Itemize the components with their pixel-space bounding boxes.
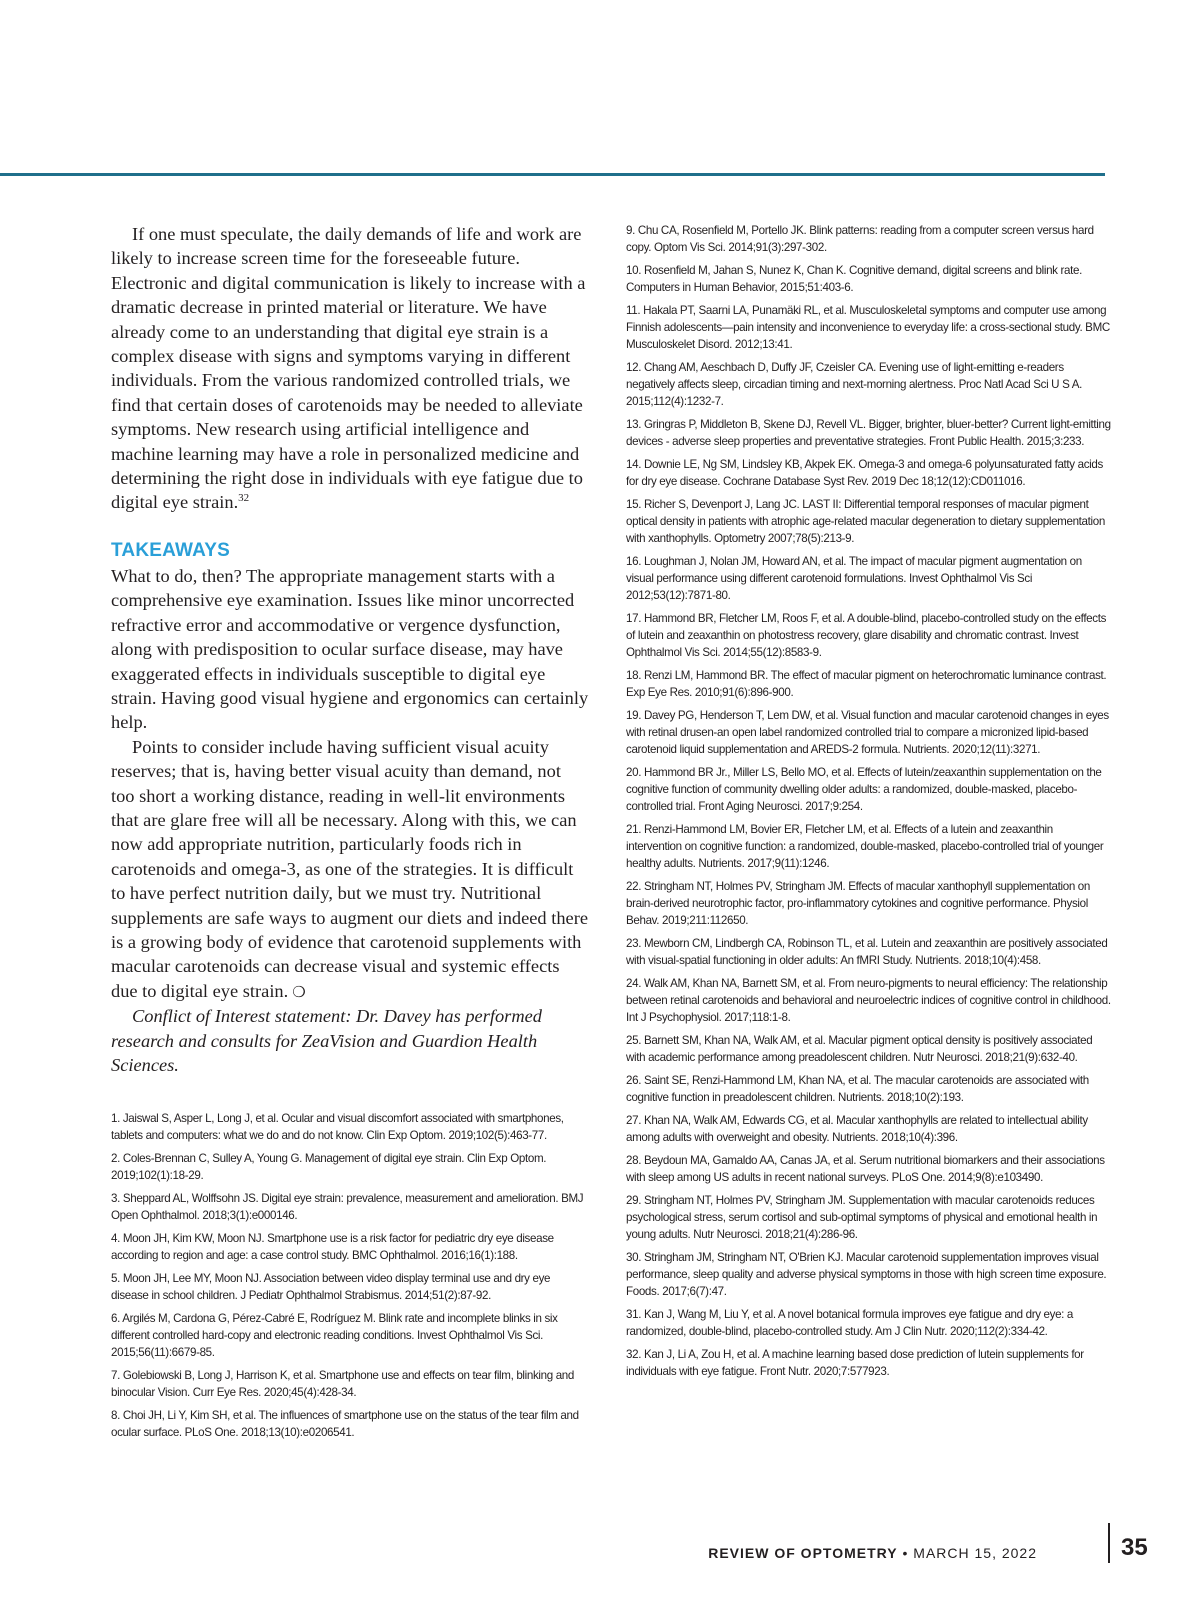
reference-item: 5. Moon JH, Lee MY, Moon NJ. Association between video display terminal use and dry eye disease in school children. J Pediatr Ophthalmol Strabismus. 2014;51(2):87-92. [111,1272,551,1303]
reference-item: 8. Choi JH, Li Y, Kim SH, et al. The influences of smartphone use on the status of the tear film and ocular surface. PLoS One. 2018;13(10):e0206541. [111,1409,579,1440]
references-left [111,1110,589,1441]
issue-date: MARCH 15, 2022 [913,1545,1037,1561]
reference-item: 24. Walk AM, Khan NA, Barnett SM, et al. From neuro-pigments to neural efficiency: The relationship between retinal carotenoids and behavioral and neuroelectric indices of cognitive control in childhood. Int J Psychophysiol. 2017;118:1-8. [626,977,1111,1024]
reference-item: 19. Davey PG, Henderson T, Lem DW, et al. Visual function and macular carotenoid changes in eyes with retinal drusen-an open label randomized controlled trial to compare a micronized lipid-based carotenoid liquid supplementation and AREDS-2 formula. Nutrients. 2020;12(11):3271. [626,709,1109,756]
reference-item: 22. Stringham NT, Holmes PV, Stringham JM. Effects of macular xanthophyll supplementation on brain-derived neurotrophic factor, pro-inflammatory cytokines and cognitive performance. Physiol Behav. 2019;211:112650. [626,880,1090,927]
reference-item: 7. Golebiowski B, Long J, Harrison K, et al. Smartphone use and effects on tear film, blinking and binocular Vision. Curr Eye Res. 2020;45(4):428-34. [111,1369,574,1400]
footer-separator: • [897,1545,914,1561]
reference-item: 14. Downie LE, Ng SM, Lindsley KB, Akpek EK. Omega-3 and omega-6 polyunsaturated fatty acids for dry eye disease. Cochrane Database Syst Rev. 2019 Dec 18;12(12):CD011016. [626,458,1103,488]
publication-name: REVIEW OF OPTOMETRY [708,1545,898,1561]
paragraph-speculate: If one must speculate, the daily demands of life and work are likely to increase screen time for the foreseeable future. Electronic and digital communication is likely to increase with a dramatic decrease in printed material or literature. We have already come to an understanding that digital eye strain is a complex disease with signs and symptoms varying in different individuals. From the various randomized controlled trials, we find that certain doses of carotenoids may be needed to alleviate symptoms. New research using artificial intelligence and machine learning may have a role in personalized medicine and determining the right dose in individuals with eye fatigue due to digital eye strain.$^{32}$ [111,224,586,513]
top-rule [0,173,1105,176]
takeaways-heading: TAKEAWAYS [111,539,230,561]
article-body [111,222,589,1077]
right-column [626,222,1111,1386]
reference-item: 10. Rosenfield M, Jahan S, Nunez K, Chan K. Cognitive demand, digital screens and blink rate. Computers in Human Behavior, 2015;51:403-6. [626,264,1082,294]
reference-item: 21. Renzi-Hammond LM, Bovier ER, Fletcher LM, et al. Effects of a lutein and zeaxanthin intervention on cognitive function: a randomized, double-masked, placebo-controlled trial of younger healthy adults. Nutrients. 2017;9(11):1246. [626,823,1104,870]
reference-item: 12. Chang AM, Aeschbach D, Duffy JF, Czeisler CA. Evening use of light-emitting e-readers negatively affects sleep, circadian timing and next-morning alertness. Proc Natl Acad Sci U S A. 2015;112(4):1232-7. [626,361,1082,408]
reference-item: 23. Mewborn CM, Lindbergh CA, Robinson TL, et al. Lutein and zeaxanthin are positively associated with visual-spatial functioning in older adults: An fMRI Study. Nutrients. 2018;10(4):458. [626,937,1108,967]
reference-item: 3. Sheppard AL, Wolffsohn JS. Digital eye strain: prevalence, measurement and amelioration. BMJ Open Ophthalmol. 2018;3(1):e000146. [111,1192,584,1223]
reference-item: 15. Richer S, Devenport J, Lang JC. LAST II: Differential temporal responses of macular pigment optical density in patients with atrophic age-related macular degeneration to dietary supplementation with xanthophylls. Optometry 2007;78(5):213-9. [626,498,1105,545]
reference-item: 28. Beydoun MA, Gamaldo AA, Canas JA, et al. Serum nutritional biomarkers and their associations with sleep among US adults in recent national surveys. PLoS One. 2014;9(8):e103490. [626,1154,1105,1184]
reference-item: 4. Moon JH, Kim KW, Moon NJ. Smartphone use is a risk factor for pediatric dry eye disease according to region and age: a case control study. BMC Ophthalmol. 2016;16(1):188. [111,1232,554,1263]
reference-item: 32. Kan J, Li A, Zou H, et al. A machine learning based dose prediction of lutein supplements for individuals with eye fatigue. Front Nutr. 2020;7:577923. [626,1348,1084,1378]
reference-item: 29. Stringham NT, Holmes PV, Stringham JM. Supplementation with macular carotenoids reduces psychological stress, serum cortisol and sub-optimal symptoms of physical and emotional health in young adults. Nutr Neurosci. 2018;21(4):286-96. [626,1194,1098,1241]
reference-item: 18. Renzi LM, Hammond BR. The effect of macular pigment on heterochromatic luminance contrast. Exp Eye Res. 2010;91(6):896-900. [626,669,1107,699]
reference-item: 26. Saint SE, Renzi-Hammond LM, Khan NA, et al. The macular carotenoids are associated with cognitive function in preadolescent children. Nutrients. 2018;10(2):193. [626,1074,1089,1104]
reference-item: 25. Barnett SM, Khan NA, Walk AM, et al. Macular pigment optical density is positively associated with academic performance among preadolescent children. Nutr Neurosci. 2018;21(9):632-40. [626,1034,1093,1064]
left-column [111,222,589,1447]
paragraph-points: Points to consider include having sufficient visual acuity reserves; that is, having better visual acuity than demand, not too short a working distance, reading in well-lit environments that are glare free will all be necessary. Along with this, we can now add appropriate nutrition, particularly foods rich in carotenoids and omega-3, as one of the strategies. It is difficult to have perfect nutrition daily, but we must try. Nutritional supplements are safe ways to augment our diets and indeed there is a growing body of evidence that carotenoid supplements with macular carotenoids can decrease visual and systemic effects due to digital eye strain. ❍ [111,736,588,1001]
reference-item: 20. Hammond BR Jr., Miller LS, Bello MO, et al. Effects of lutein/zeaxanthin supplementation on the cognitive function of community dwelling older adults: a randomized, double-masked, placebo-controlled trial. Front Aging Neurosci. 2017;9:254. [626,766,1102,813]
reference-item: 31. Kan J, Wang M, Liu Y, et al. A novel botanical formula improves eye fatigue and dry eye: a randomized, double-blind, placebo-controlled study. Am J Clin Nutr. 2020;112(2):334-42. [626,1308,1074,1338]
citation-superscript: 32 [238,492,250,505]
paragraph-what-to-do: What to do, then? The appropriate management starts with a comprehensive eye examination. Issues like minor uncorrected refractive error and accommodative or vergence dysfunction, along with predisposition to ocular surface disease, may have exaggerated effects in individuals susceptible to digital eye strain. Having good visual hygiene and ergonomics can certainly help. [111,565,589,733]
reference-item: 30. Stringham JM, Stringham NT, O'Brien KJ. Macular carotenoid supplementation improves visual performance, sleep quality and adverse physical symptoms in those with high screen time exposure. Foods. 2017;6(7):47. [626,1251,1107,1298]
reference-item: 16. Loughman J, Nolan JM, Howard AN, et al. The impact of macular pigment augmentation on visual performance using different carotenoid formulations. Invest Ophthalmol Vis Sci 2012;53(12):7871-80. [626,555,1082,602]
reference-item: 13. Gringras P, Middleton B, Skene DJ, Revell VL. Bigger, brighter, bluer-better? Current light-emitting devices - adverse sleep properties and preventative strategies. Front Public Health. 2015;3:233. [626,418,1111,448]
end-mark-icon: ❍ [292,982,306,1001]
reference-item: 2. Coles-Brennan C, Sulley A, Young G. Management of digital eye strain. Clin Exp Optom. 2019;102(1):18-29. [111,1152,547,1183]
reference-item: 11. Hakala PT, Saarni LA, Punamäki RL, et al. Musculoskeletal symptoms and computer use among Finnish adolescents—pain intensity and inconvenience to everyday life: a cross-sectional study. BMC Musculoskelet Disord. 2012;13:41. [626,304,1110,351]
references-right [626,222,1111,1380]
reference-item: 9. Chu CA, Rosenfield M, Portello JK. Blink patterns: reading from a computer screen versus hard copy. Optom Vis Sci. 2014;91(3):297-302. [626,224,1094,254]
reference-item: 6. Argilés M, Cardona G, Pérez-Cabré E, Rodríguez M. Blink rate and incomplete blinks in six different controlled hard-copy and electronic reading conditions. Invest Ophthalmol Vis Sci. 2015;56(11):6679-85. [111,1312,558,1360]
footer-divider [1108,1523,1110,1563]
reference-item: 17. Hammond BR, Fletcher LM, Roos F, et al. A double-blind, placebo-controlled study on the effects of lutein and zeaxanthin on photostress recovery, glare disability and chromatic contrast. Invest Ophthalmol Vis Sci. 2014;55(12):8583-9. [626,612,1107,659]
reference-item: 1. Jaiswal S, Asper L, Long J, et al. Ocular and visual discomfort associated with smartphones, tablets and computers: what we do and do not know. Clin Exp Optom. 2019;102(5):463-77. [111,1112,564,1143]
reference-item: 27. Khan NA, Walk AM, Edwards CG, et al. Macular xanthophylls are related to intellectual ability among adults with overweight and obesity. Nutrients. 2018;10(4):396. [626,1114,1088,1144]
page-number: 35 [1121,1534,1148,1561]
page-footer [708,1545,1037,1561]
conflict-of-interest: Conflict of Interest statement: Dr. Davey has performed research and consults for ZeaVision and Guardion Health Sciences. [111,1006,542,1075]
